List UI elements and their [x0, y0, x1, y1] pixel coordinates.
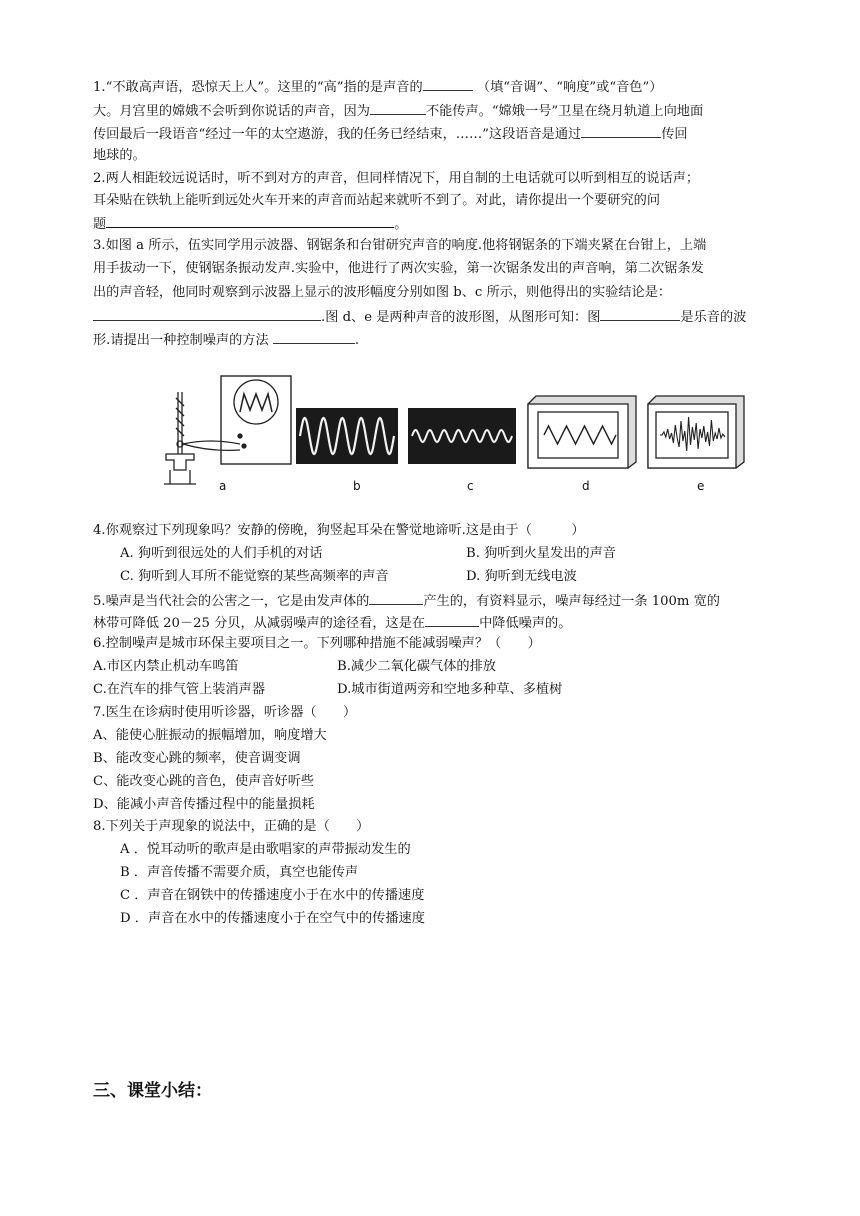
figure-d-musical-wave [528, 396, 636, 468]
q1-line-1: 1.“不敢高声语，恐惊天上人”。这里的“高”指的是声音的 （填“音调”、“响度”或“音色”） [93, 76, 793, 98]
q4-options-row-1 [120, 544, 820, 564]
q8-stem: 8.下列关于声现象的说法中，正确的是（ ） [93, 819, 370, 834]
figure-a-apparatus [164, 376, 291, 484]
q3-blank-3[interactable] [273, 329, 355, 344]
q7-option-b[interactable]: B、能改变心跳的频率，使音调变调 [93, 751, 301, 766]
q8-option-a[interactable]: A ．悦耳动听的歌声是由歌唱家的声带振动发生的 [120, 842, 411, 857]
q8-option-b[interactable]: B ．声音传播不需要介质，真空也能传声 [120, 865, 359, 880]
figure-label-b: b [353, 479, 361, 493]
q1-line-2: 大。月宫里的嫦娥不会听到你说话的声音，因为 不能传声。“嫦娥一号”卫星在绕月轨道上向地面 [93, 100, 793, 122]
q6-option-c[interactable]: C.在汽车的排气管上装消声器 [93, 682, 266, 697]
q4-option-d[interactable]: D. 狗听到无线电波 [466, 569, 577, 584]
figure-e-noise-wave [648, 396, 744, 468]
q3-blank-2[interactable] [600, 306, 680, 321]
q1-line-3: 传回最后一段语音“经过一年的太空遨游，我的任务已经结束，……”这段语音是通过 传回 [93, 123, 793, 145]
q7-option-a[interactable]: A、能使心脏振动的振幅增加，响度增大 [93, 728, 327, 743]
figure-label-d: d [582, 479, 590, 493]
q5-blank-2[interactable] [425, 612, 479, 627]
q7-option-c[interactable]: C、能改变心跳的音色，使声音好听些 [93, 774, 315, 789]
q4-option-a[interactable]: A. 狗听到很远处的人们手机的对话 [120, 546, 323, 561]
q1-blank-3[interactable] [581, 123, 661, 138]
q3-line-1: 3.如图 a 所示，伍实同学用示波器、钢锯条和台钳研究声音的响度.他将钢锯条的下端夹紧在台钳上，上端 [93, 238, 707, 253]
oscilloscope-figure [0, 372, 860, 502]
q5-line-2: 林带可降低 20－25 分贝，从减弱噪声的途径看，这是在 中降低噪声的。 [93, 612, 793, 634]
figure-label-a: a [219, 479, 227, 493]
q5-blank-1[interactable] [369, 590, 423, 605]
q4-option-b[interactable]: B. 狗听到火星发出的声音 [466, 546, 616, 561]
q1-blank-1[interactable] [423, 76, 473, 91]
section-heading-summary: 三、课堂小结： [93, 1081, 212, 1101]
q2-blank[interactable] [106, 213, 394, 228]
q8-option-c[interactable]: C ．声音在钢铁中的传播速度小于在水中的传播速度 [120, 888, 425, 903]
q8-option-d[interactable]: D ．声音在水中的传播速度小于在空气中的传播速度 [120, 911, 425, 926]
q6-options-row-1 [93, 657, 793, 677]
q7-stem: 7.医生在诊病时使用听诊器，听诊器（ ） [93, 705, 357, 720]
q2-line-3: 题 。 [93, 213, 793, 235]
q6-stem: 6.控制噪声是城市环保主要项目之一。下列哪种措施不能减弱噪声？（ ） [93, 636, 541, 651]
q3-line-2: 用手拔动一下，使钢锯条振动发声.实验中，他进行了两次实验，第一次锯条发出的声音响，第二次锯条发 [93, 261, 704, 276]
q7-option-d[interactable]: D、能减小声音传播过程中的能量损耗 [93, 797, 315, 812]
q1-blank-2[interactable] [370, 100, 426, 115]
q6-option-d[interactable]: D.城市街道两旁和空地多种草、多植树 [337, 682, 563, 697]
figure-c-wave-soft [408, 408, 516, 464]
q4-option-c[interactable]: C. 狗听到人耳所不能觉察的某些高频率的声音 [120, 569, 389, 584]
q4-options-row-2 [120, 567, 820, 587]
q2-line-1: 2.两人相距较远说话时，听不到对方的声音，但同样情况下，用自制的土电话就可以听到相互的说话声； [93, 171, 700, 186]
q6-option-b[interactable]: B.减少二氧化碳气体的排放 [337, 659, 496, 674]
q4-stem: 4.你观察过下列现象吗？安静的傍晚，狗竖起耳朵在警觉地谛听.这是由于（ ） [93, 523, 585, 538]
figure-label-e: e [697, 479, 705, 493]
figure-b-wave-loud [296, 408, 398, 464]
q3-line-5: 形.请提出一种控制噪声的方法 . [93, 329, 793, 351]
q3-line-4: .图 d、e 是两种声音的波形图，从图形可知：图 是乐音的波 [93, 306, 793, 328]
q6-option-a[interactable]: A.市区内禁止机动车鸣笛 [93, 659, 239, 674]
q1-line-4: 地球的。 [93, 148, 146, 163]
q2-line-2: 耳朵贴在铁轨上能听到远处火车开来的声音而站起来就听不到了。对此，请你提出一个要研究的问 [93, 193, 661, 208]
q3-line-3: 出的声音轻，他同时观察到示波器上显示的波形幅度分别如图 b、c 所示，则他得出的实验结论是： [93, 285, 672, 300]
q6-options-row-2 [93, 680, 793, 700]
q5-line-1: 5.噪声是当代社会的公害之一，它是由发声体的 产生的，有资料显示，噪声每经过一条 100m 宽的 [93, 590, 793, 612]
q3-blank-1[interactable] [93, 306, 321, 321]
figure-label-c: c [467, 479, 474, 493]
